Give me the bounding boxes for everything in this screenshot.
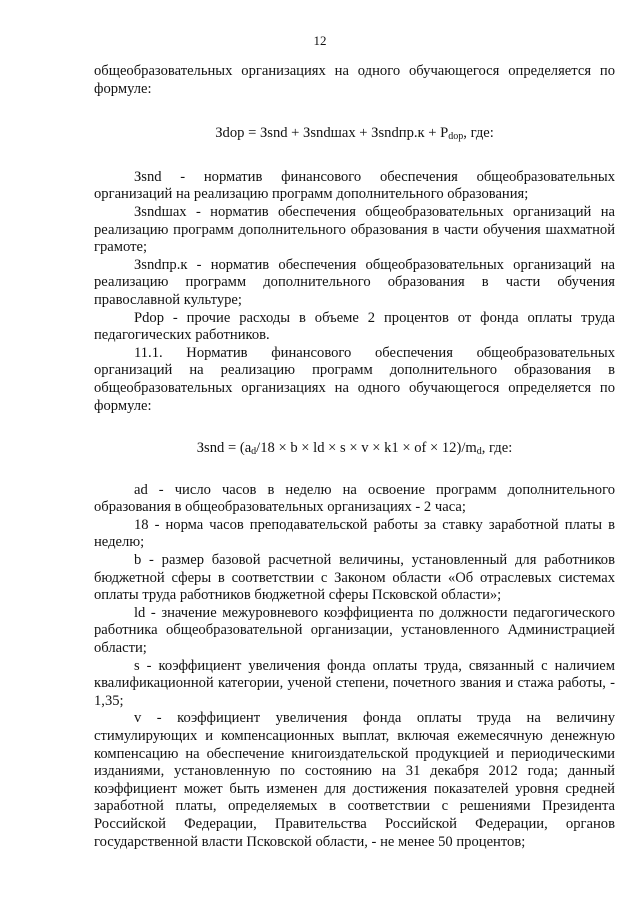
definition-v: v - коэффициент увеличения фонда оплаты труда на величину стимулирующих и компенсационных выплат, включая ежемесячную денежную компенсацию на обеспечение книгоиздательской продукцией и периодическими изданиями, установленную по состоянию на 31 декабря 2012 года; данный коэффициент может быть изменен для достижения показателей уровня средней заработной платы, определяемых в соответствии с решениями Президента Российской Федерации, Правительства Российской Федерации, органов государственной власти Псковской области, - не менее 50 процентов; (94, 710, 615, 850)
formula-zdop-tail: , где: (463, 125, 494, 142)
formula-zsnd-sub-a: d (251, 446, 257, 458)
formula-zsnd-sub-b: d (476, 446, 482, 458)
formula-zsnd-part-a: Зsnd = (a (196, 440, 252, 457)
formula-zsnd (94, 440, 615, 458)
definition-s: s - коэффициент увеличения фонда оплаты труда, связанный с наличием квалификационной категории, ученой степени, почетного звания и стажа работы, - 1,35; (94, 657, 615, 709)
clause-11-1: 11.1. Норматив финансового обеспечения общеобразовательных организаций на реализацию программ дополнительного образования в общеобразовательных организациях на одного обучающегося определяется по формуле: (94, 344, 615, 414)
definition-ad: ad - число часов в неделю на освоение программ дополнительного образования в общеобразовательных организациях - 2 часа; (94, 481, 615, 516)
formula-zdop-main: Зdop = Зsnd + Зsndшах + Зsndпр.к + P (215, 125, 449, 142)
definition-b: b - размер базовой расчетной величины, установленный для работников бюджетной сферы в соответствии с Законом области «Об отраслевых системах оплаты труда работников бюджетной сферы Псковской области»; (94, 552, 615, 604)
document-body (94, 63, 615, 851)
formula-zsnd-tail: , где: (481, 440, 513, 457)
definition-ld: ld - значение межуровневого коэффициента по должности педагогического работника общеобразовательной организации, установленного Администрацией области; (94, 604, 615, 657)
formula-zdop-sub: dop (448, 131, 464, 143)
definition-zsnd-chess: Зsndшах - норматив обеспечения общеобразовательных организаций на реализацию программ дополнительного образования в части обучения шахматной грамоте; (94, 203, 615, 256)
formula-zsnd-part-b: /18 × b × ld × s × v × k1 × of × 12)/m (256, 440, 477, 457)
definition-18: 18 - норма часов преподавательской работы за ставку заработной платы в неделю; (94, 516, 615, 551)
definition-pdop: Pdop - прочие расходы в объеме 2 процентов от фонда оплаты труда педагогических работников. (94, 309, 615, 344)
paragraph-intro: общеобразовательных организациях на одного обучающегося определяется по формуле: (94, 63, 615, 97)
definition-zsnd-orthodox: Зsndпр.к - норматив обеспечения общеобразовательных организаций на реализацию программ дополнительного образования в части обучения православной культуре; (94, 256, 615, 308)
page-number: 12 (313, 33, 327, 48)
formula-zdop (94, 125, 615, 143)
definition-zsnd: Зsnd - норматив финансового обеспечения общеобразовательных организаций на реализацию программ дополнительного образования; (94, 168, 615, 203)
